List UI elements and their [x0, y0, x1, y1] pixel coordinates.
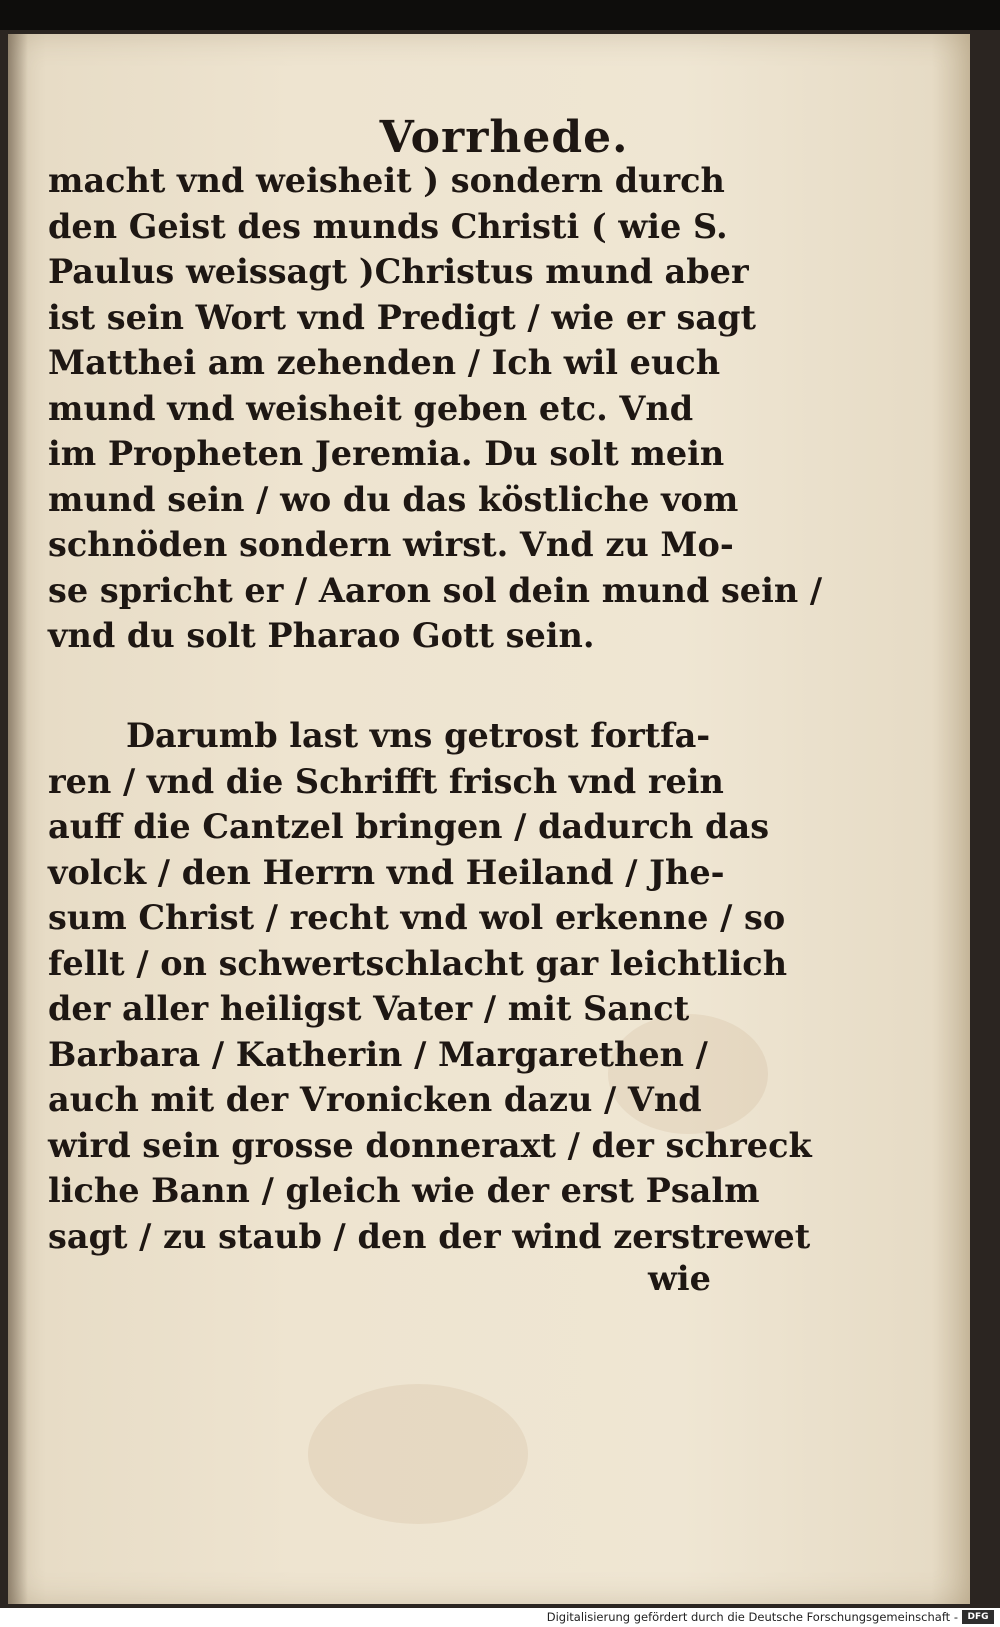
- funding-note: Digitalisierung gefördert durch die Deutsche Forschungsgemeinschaft -: [546, 1610, 958, 1624]
- text-line: den Geist des munds Christi ( wie S.: [48, 206, 728, 246]
- text-line: ren / vnd die Schrifft frisch vnd rein: [48, 761, 724, 801]
- paragraph-1: [48, 158, 823, 659]
- text-line: se spricht er / Aaron sol dein mund sein /: [48, 570, 823, 610]
- paper-stain: [308, 1384, 528, 1524]
- text-line: sum Christ / recht vnd wol erkenne / so: [48, 898, 786, 937]
- text-line: Barbara / Katherin / Margarethen /: [48, 1034, 708, 1074]
- text-line: mund sein / wo du das köstliche vom: [48, 479, 739, 519]
- text-line: ist sein Wort vnd Predigt / wie er sagt: [48, 297, 756, 337]
- text-line: volck / den Herrn vnd Heiland / Jhe-: [48, 852, 725, 892]
- text-line: Paulus weissagt )Christus mund aber: [48, 252, 749, 291]
- text-line: auff die Cantzel bringen / dadurch das: [48, 807, 770, 846]
- paragraph-2: [48, 713, 812, 1259]
- catchword: wie: [648, 1259, 711, 1298]
- text-line: Matthei am zehenden / Ich wil euch: [48, 343, 721, 382]
- text-line: schnöden sondern wirst. Vnd zu Mo-: [48, 525, 734, 564]
- text-line: auch mit der Vronicken dazu / Vnd: [48, 1080, 702, 1119]
- text-line: der aller heiligst Vater / mit Sanct: [48, 989, 690, 1028]
- text-line: im Propheten Jeremia. Du solt mein: [48, 434, 725, 473]
- document-page: [8, 34, 970, 1604]
- text-line: macht vnd weisheit ) sondern durch: [48, 161, 725, 200]
- page-header: Vorrhede.: [379, 112, 629, 163]
- spine-shadow: [8, 34, 28, 1604]
- text-line: Darumb last vns getrost fortfa-: [126, 716, 711, 755]
- text-line: vnd du solt Pharao Gott sein.: [48, 616, 595, 655]
- dfg-logo: DFG: [962, 1610, 994, 1624]
- text-line: sagt / zu staub / den der wind zerstrewet: [48, 1216, 811, 1256]
- text-line: liche Bann / gleich wie der erst Psalm: [48, 1171, 760, 1210]
- text-line: fellt / on schwertschlacht gar leichtlich: [48, 943, 788, 983]
- text-line: mund vnd weisheit geben etc. Vnd: [48, 388, 694, 428]
- text-line: wird sein grosse donneraxt / der schreck: [48, 1125, 812, 1165]
